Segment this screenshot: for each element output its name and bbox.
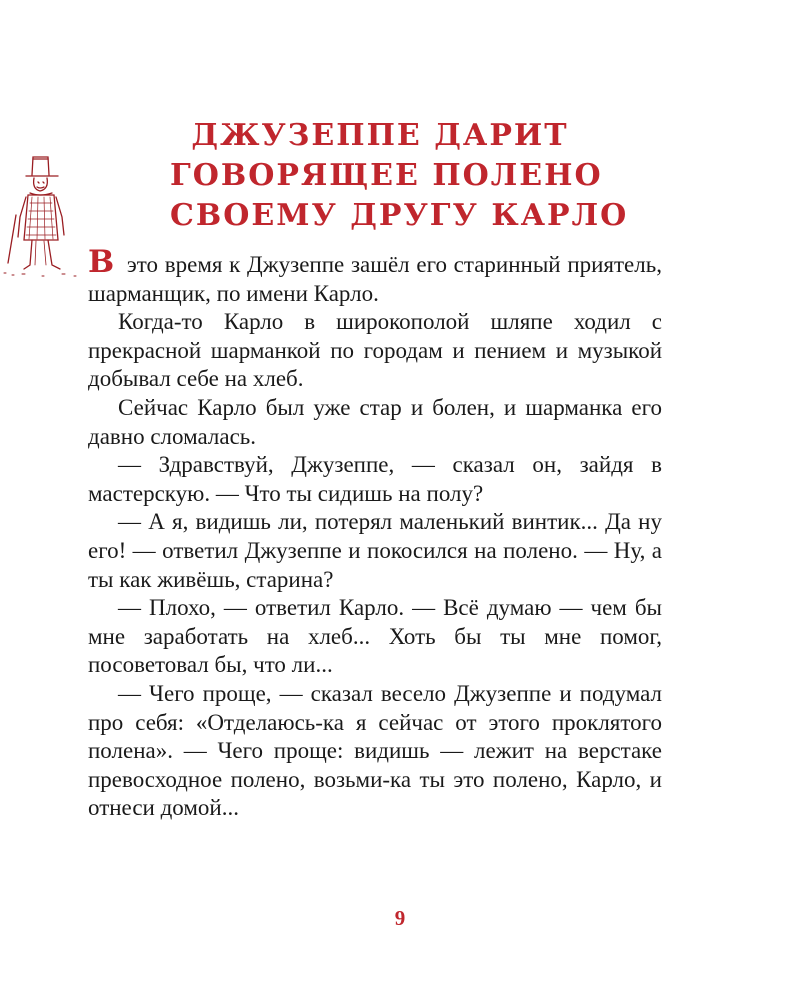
chapter-body-text — [88, 244, 662, 823]
chapter-title-line: СВОЕМУ ДРУГУ КАРЛО — [170, 198, 629, 233]
chapter-title-line: ГОВОРЯЩЕЕ ПОЛЕНО — [170, 158, 603, 193]
chapter-title-line: ДЖУЗЕППЕ ДАРИТ — [191, 118, 569, 153]
chapter-title — [170, 116, 629, 236]
drop-cap: В — [88, 244, 115, 280]
paragraph: — А я, видишь ли, потерял маленький винтик... Да ну его! — ответил Джузеппе и покосился на полено. — Ну, а ты как живёшь, старина? — [88, 509, 662, 592]
paragraph — [88, 244, 662, 308]
paragraph: Когда-то Карло в широкополой шляпе ходил с прекрасной шарманкой по городам и пением и музыкой добывал себе на хлеб. — [88, 309, 662, 392]
paragraph: — Плохо, — ответил Карло. — Всё думаю — чем бы мне заработать на хлеб... Хоть бы ты мне помог, посоветовал бы, что ли... — [88, 595, 662, 678]
paragraph: — Здравствуй, Джузеппе, — сказал он, зайдя в мастерскую. — Что ты сидишь на полу? — [88, 452, 662, 506]
paragraph: Сейчас Карло был уже стар и болен, и шарманка его давно сломалась. — [88, 394, 662, 449]
paragraph-text: это время к Джузеппе зашёл его старинный приятель, шарманщик, по имени Карло. — [88, 252, 662, 306]
page-number: 9 — [394, 906, 406, 930]
paragraph: — Чего проще, — сказал весело Джузеппе и подумал про себя: «Отделаюсь-ка я сейчас от этого проклятого полена». — Чего проще: видишь — лежит на верстаке превосходное полено, возьми-ка ты это полено, Карло, и отнеси домой... — [88, 680, 662, 821]
organ-grinder-carlo-sketch-icon — [2, 145, 97, 285]
